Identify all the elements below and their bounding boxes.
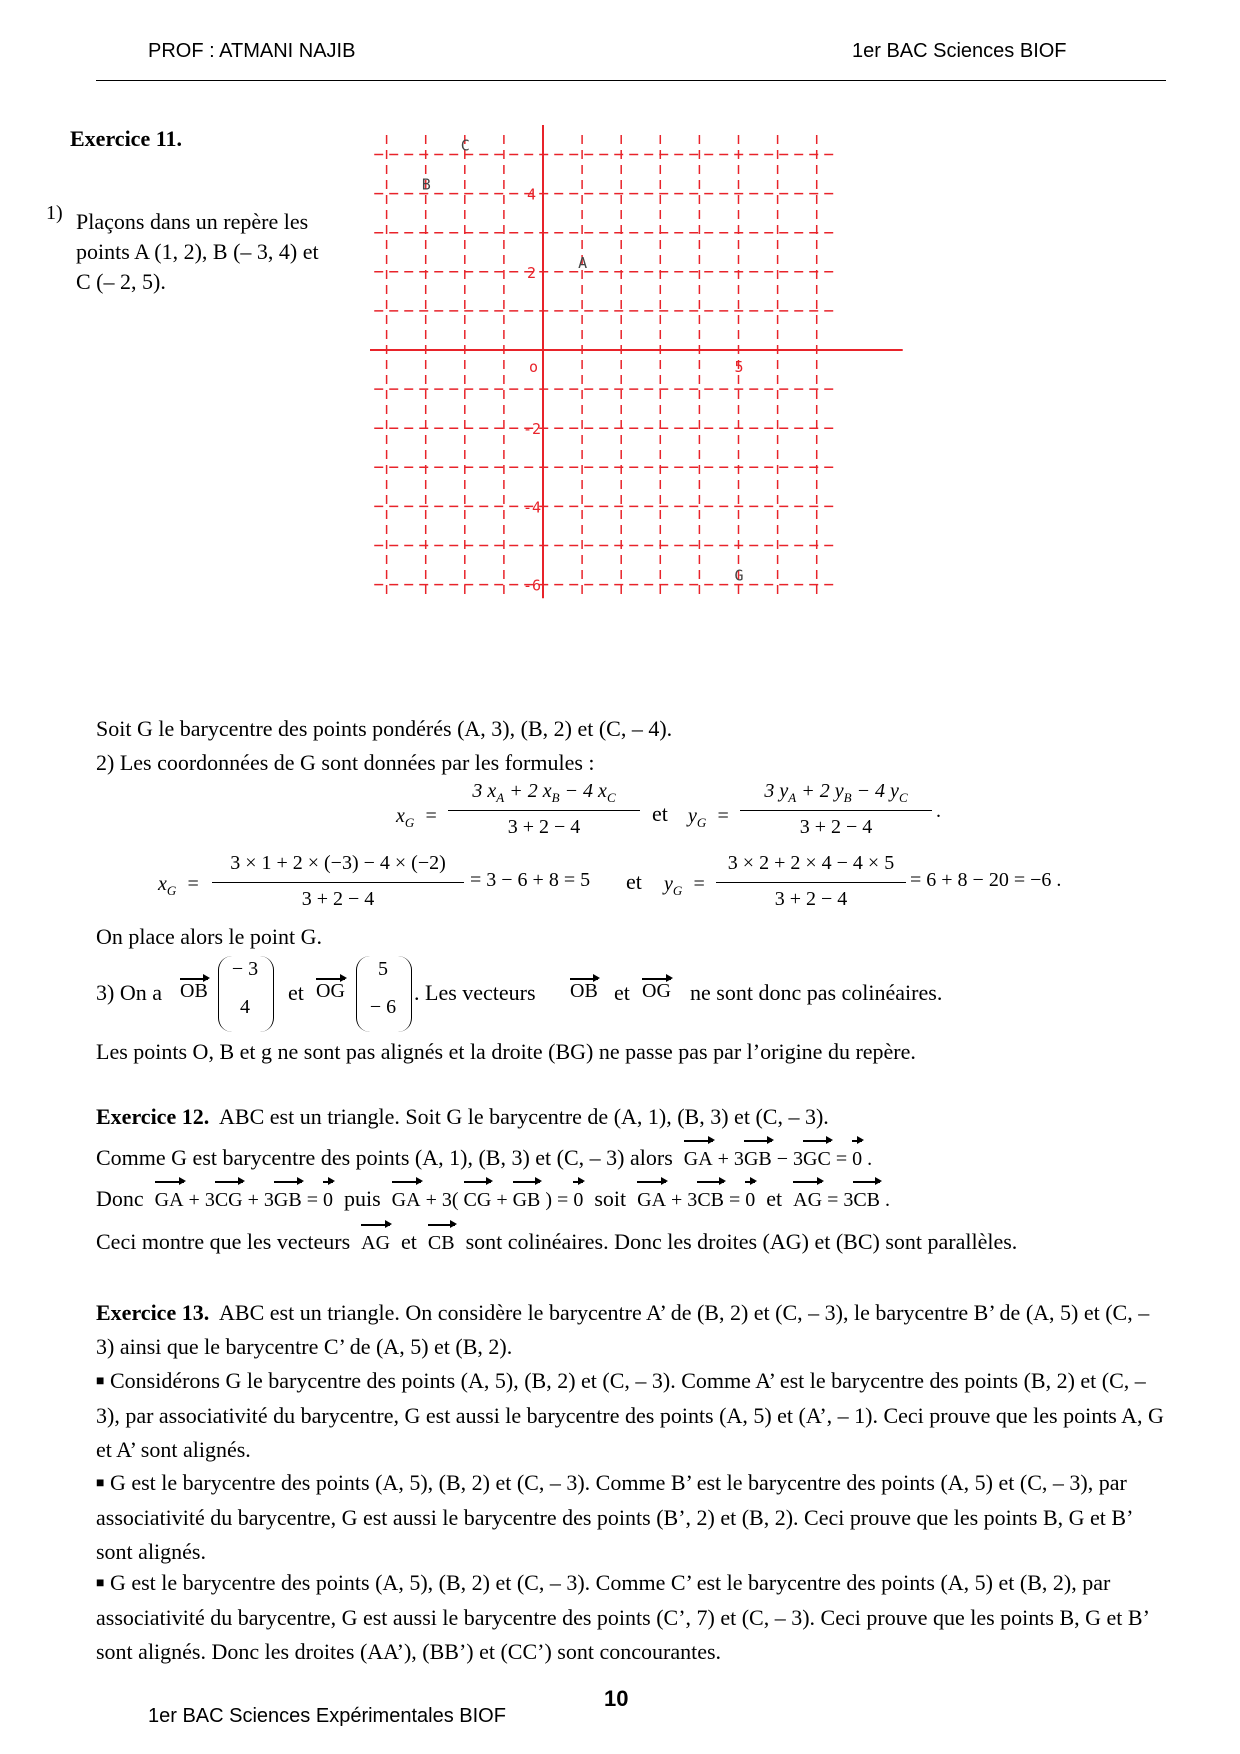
- cx-numerator: 3 × 1 + 2 × (−3) − 4 × (−2): [230, 852, 446, 874]
- footer-left: 1er BAC Sciences Expérimentales BIOF: [148, 1705, 506, 1727]
- coordinate-grid: [370, 120, 980, 710]
- fy-fraction-bar: [740, 810, 932, 811]
- ex11-conclusion: Les points O, B et g ne sont pas alignés et la droite (BG) ne passe pas par l’origine du repère.: [96, 1039, 916, 1064]
- origin-label: o: [529, 358, 539, 376]
- point-b: B: [421, 175, 431, 194]
- xg-label: $x_G$ =: [396, 805, 438, 830]
- cx-fraction-bar: [212, 882, 464, 883]
- point-g: G: [734, 566, 744, 585]
- vector-og: OG: [316, 980, 345, 1002]
- fy-numerator: 3 $y_A + 2$ $y_B - 4$ $y_C$: [764, 780, 908, 805]
- yg-calc-label: $y_G$ =: [664, 873, 706, 898]
- cy-denominator: 3 + 2 − 4: [774, 888, 848, 910]
- ex12-line4: Ceci montre que les vecteurs AG et CB sont colinéaires. Donc les droites (AG) et (BC) sont parallèles.: [96, 1225, 1017, 1260]
- header-right: 1er BAC Sciences BIOF: [852, 40, 1067, 62]
- fx-denominator: 3 + 2 − 4: [507, 816, 581, 838]
- header-left: PROF : ATMANI NAJIB: [148, 40, 356, 62]
- ex11-q3-end2: ne sont donc pas colinéaires.: [690, 980, 943, 1005]
- y-tick-label: -6: [523, 576, 542, 595]
- point-a: A: [578, 253, 588, 272]
- formula-et: et: [652, 801, 668, 826]
- bullet-icon: ■: [96, 1476, 105, 1491]
- point-c: C: [460, 136, 470, 155]
- ex13-point3: ■ G est le barycentre des points (A, 5), (B, 2) et (C, – 3). Comme C’ est le barycentre des points (A, 5) et (B, 2), par associativité du barycentre, G est aussi le barycentre des points (C’, 7) et (C, – 3). Ceci prouve que les points B, G et B’ sont alignés. Donc les droites (AA’), (BB’) et (CC’) sont concourantes.: [96, 1570, 1149, 1664]
- ex11-q2: 2) Les coordonnées de G sont données par les formules :: [96, 750, 595, 775]
- vector-og-2: OG: [642, 980, 671, 1002]
- ex11-place: On place alors le point G.: [96, 924, 323, 949]
- ex13-point1: ■ Considérons G le barycentre des points (A, 5), (B, 2) et (C, – 3). Comme A’ est le barycentre des points (B, 2) et (C, – 3), par associativité du barycentre, G est aussi le barycentre des points (A, 5) et (A’, – 1). Ceci prouve que les points A, G et A’ sont alignés.: [96, 1368, 1164, 1462]
- cy-numerator: 3 × 2 + 2 × 4 − 4 × 5: [727, 852, 895, 874]
- ex13-intro: Exercice 13. ABC est un triangle. On considère le barycentre A’ de (B, 2) et (C, – 3), le barycentre B’ de (A, 5) et (C, – 3) ainsi que le barycentre C’ de (A, 5) et (B, 2).: [96, 1300, 1150, 1359]
- ex11-q3-start: 3) On a: [96, 980, 162, 1005]
- y-tick-label: 2: [527, 263, 537, 282]
- x-tick-label: 5: [734, 358, 744, 376]
- fx-numerator: 3 $x_A + 2$ $x_B - 4$ $x_C$: [472, 780, 616, 805]
- ex11-title: Exercice 11.: [70, 126, 182, 151]
- calc-et: et: [626, 869, 642, 894]
- vector-ob-2: OB: [570, 980, 598, 1002]
- y-tick-label: -4: [523, 498, 542, 517]
- og-x: 5: [378, 958, 388, 980]
- ex11-q3-end: . Les vecteurs: [414, 980, 536, 1005]
- ex11-q1-line2: points A (1, 2), B (– 3, 4) et: [76, 239, 319, 264]
- ob-y: 4: [240, 996, 250, 1018]
- ex11-q1-number: 1): [46, 202, 63, 224]
- ex12-line2: Comme G est barycentre des points (A, 1), (B, 3) et (C, – 3) alors GA + 3GB − 3GC = 0 .: [96, 1141, 872, 1176]
- cx-denominator: 3 + 2 − 4: [301, 888, 375, 910]
- ex11-q1-line3: C (– 2, 5).: [76, 269, 166, 294]
- q3-et: et: [288, 980, 304, 1005]
- cx-result: = 3 − 6 + 8 = 5: [470, 869, 591, 891]
- q3-et-2: et: [614, 980, 630, 1005]
- yg-label: $y_G$ =: [688, 805, 730, 830]
- ex11-q1-line1: Plaçons dans un repère les: [76, 209, 309, 234]
- cy-result: = 6 + 8 − 20 = −6 .: [910, 869, 1062, 891]
- fy-denominator: 3 + 2 − 4: [799, 816, 873, 838]
- bullet-icon: ■: [96, 1576, 105, 1591]
- y-tick-label: 4: [527, 185, 537, 204]
- y-tick-label: -2: [523, 420, 542, 439]
- vector-ob: OB: [180, 980, 208, 1002]
- formula-period: .: [936, 800, 941, 822]
- page-number: 10: [604, 1686, 629, 1711]
- ex13-point2: ■ G est le barycentre des points (A, 5), (B, 2) et (C, – 3). Comme B’ est le barycentre des points (A, 5) et (C, – 3), par associativité du barycentre, G est aussi le barycentre des points (B’, 2) et (B, 2). Ceci prouve que les points B, G et B’ sont alignés.: [96, 1470, 1132, 1564]
- cy-fraction-bar: [716, 882, 906, 883]
- bullet-icon: ■: [96, 1374, 105, 1389]
- header-rule: [96, 80, 1166, 81]
- ob-x: − 3: [231, 958, 259, 980]
- ex11-intro: Soit G le barycentre des points pondérés (A, 3), (B, 2) et (C, – 4).: [96, 716, 673, 741]
- xg-calc-label: $x_G$ =: [158, 873, 200, 898]
- ex12-line1: Exercice 12. ABC est un triangle. Soit G le barycentre de (A, 1), (B, 3) et (C, – 3).: [96, 1104, 829, 1129]
- ex12-line3: Donc GA + 3CG + 3GB = 0 puis GA + 3( CG + GB ) = 0 soit GA + 3CB = 0 et AG = 3CB .: [96, 1182, 890, 1217]
- fx-fraction-bar: [448, 810, 640, 811]
- og-y: − 6: [369, 996, 397, 1018]
